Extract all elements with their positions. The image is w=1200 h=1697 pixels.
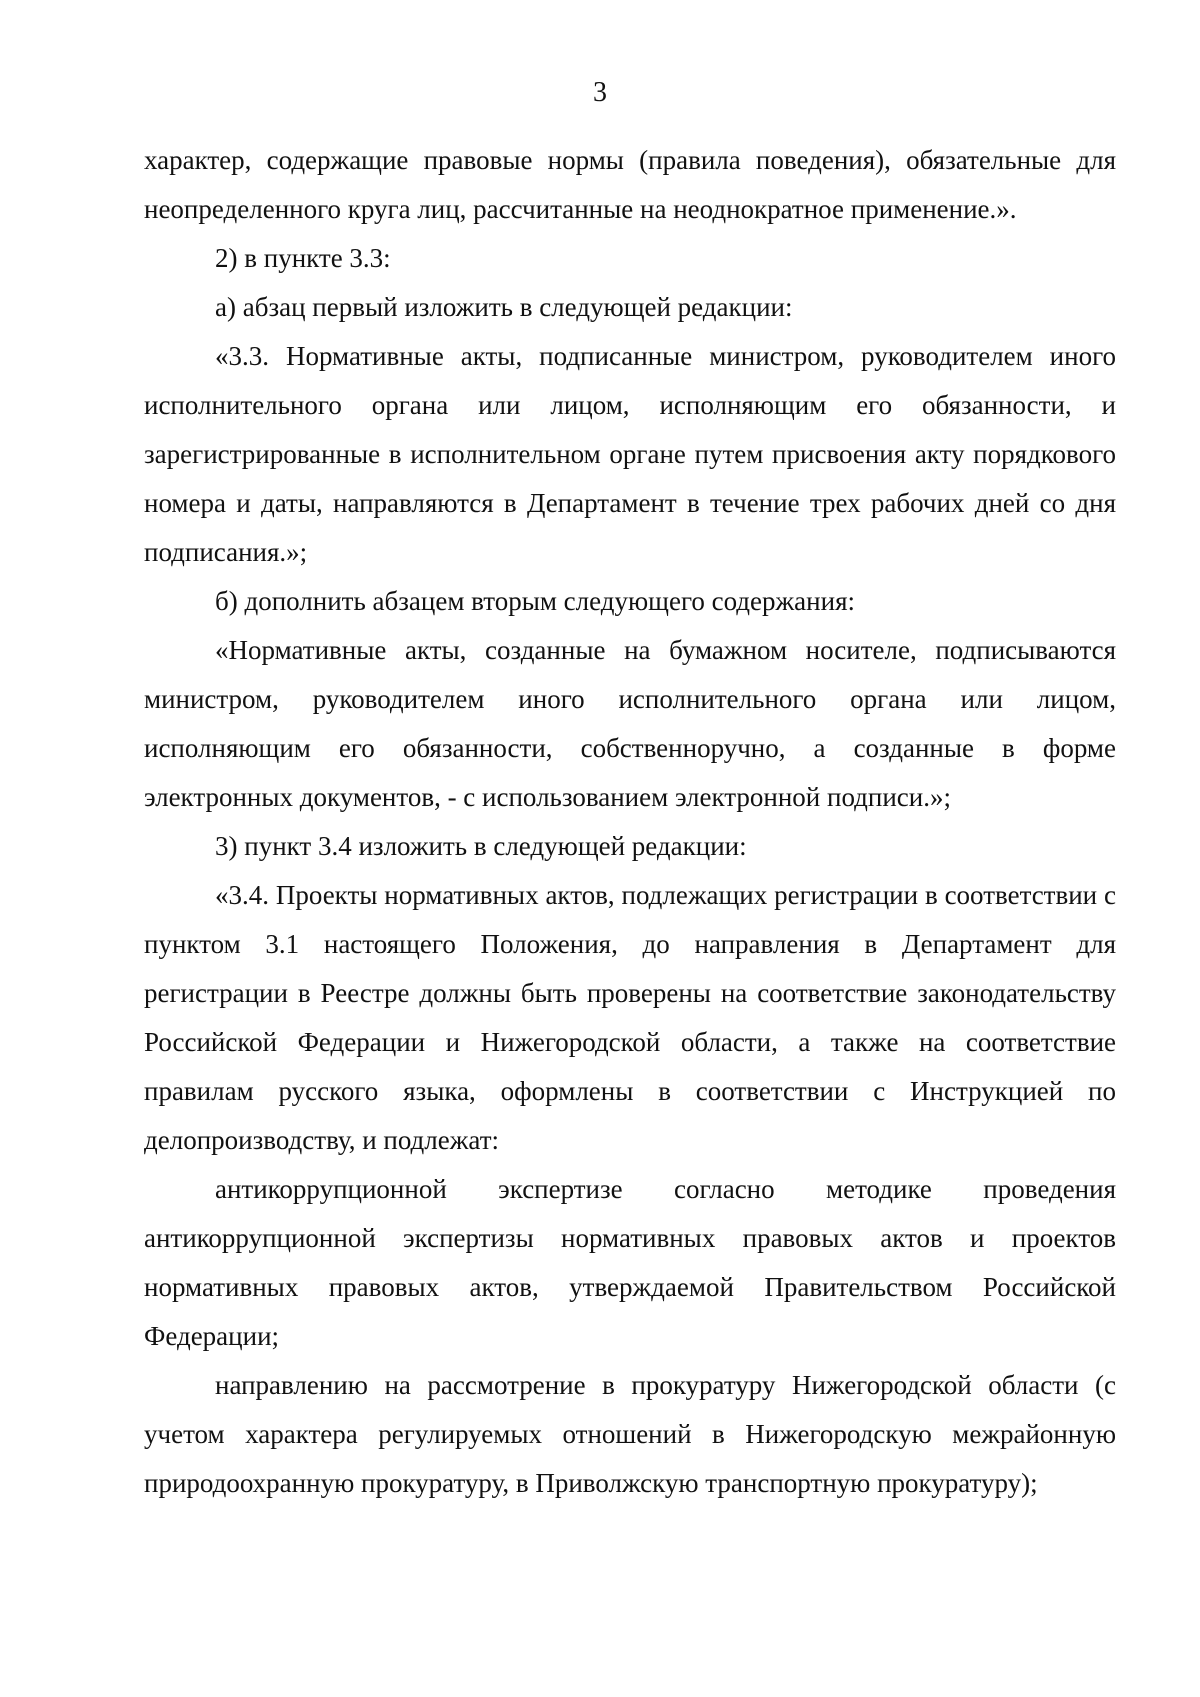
document-body [144, 136, 1116, 1508]
page-number: 3 [593, 77, 607, 108]
paragraph-continuation: характер, содержащие правовые нормы (правила поведения), обязательные для неопределенного круга лиц, рассчитанные на неоднократное применение.». [144, 145, 1116, 224]
paragraph-item-3: 3) пункт 3.4 изложить в следующей редакции: [215, 831, 747, 861]
paragraph-quote-normative-acts: «Нормативные акты, созданные на бумажном носителе, подписываются министром, руководителем иного исполнительного органа или лицом, исполняющим его обязанности, собственноручно, а созданные в форме электронных документов, - с использованием электронной подписи.»; [144, 635, 1116, 812]
paragraph-prosecutor: направлению на рассмотрение в прокуратуру Нижегородской области (с учетом характера регулируемых отношений в Нижегородскую межрайонную природоохранную прокуратуру, в Приволжскую транспортную прокуратуру); [144, 1370, 1116, 1498]
paragraph-quote-3-4: «3.4. Проекты нормативных актов, подлежащих регистрации в соответствии с пунктом 3.1 настоящего Положения, до направления в Департамент для регистрации в Реестре должны быть проверены на соответствие законодательству Российской Федерации и Нижегородской области, а также на соответствие правилам русского языка, оформлены в соответствии с Инструкцией по делопроизводству, и подлежат: [144, 880, 1116, 1155]
paragraph-quote-3-3: «3.3. Нормативные акты, подписанные министром, руководителем иного исполнительного органа или лицом, исполняющим его обязанности, и зарегистрированные в исполнительном органе путем присвоения акту порядкового номера и даты, направляются в Департамент в течение трех рабочих дней со дня подписания.»; [144, 341, 1116, 567]
paragraph-subitem-a: а) абзац первый изложить в следующей редакции: [215, 292, 793, 322]
paragraph-item-2: 2) в пункте 3.3: [215, 243, 391, 273]
paragraph-anticorruption: антикоррупционной экспертизе согласно методике проведения антикоррупционной экспертизы нормативных правовых актов и проектов нормативных правовых актов, утверждаемой Правительством Российской Федерации; [144, 1174, 1116, 1351]
paragraph-subitem-b: б) дополнить абзацем вторым следующего содержания: [215, 586, 855, 616]
